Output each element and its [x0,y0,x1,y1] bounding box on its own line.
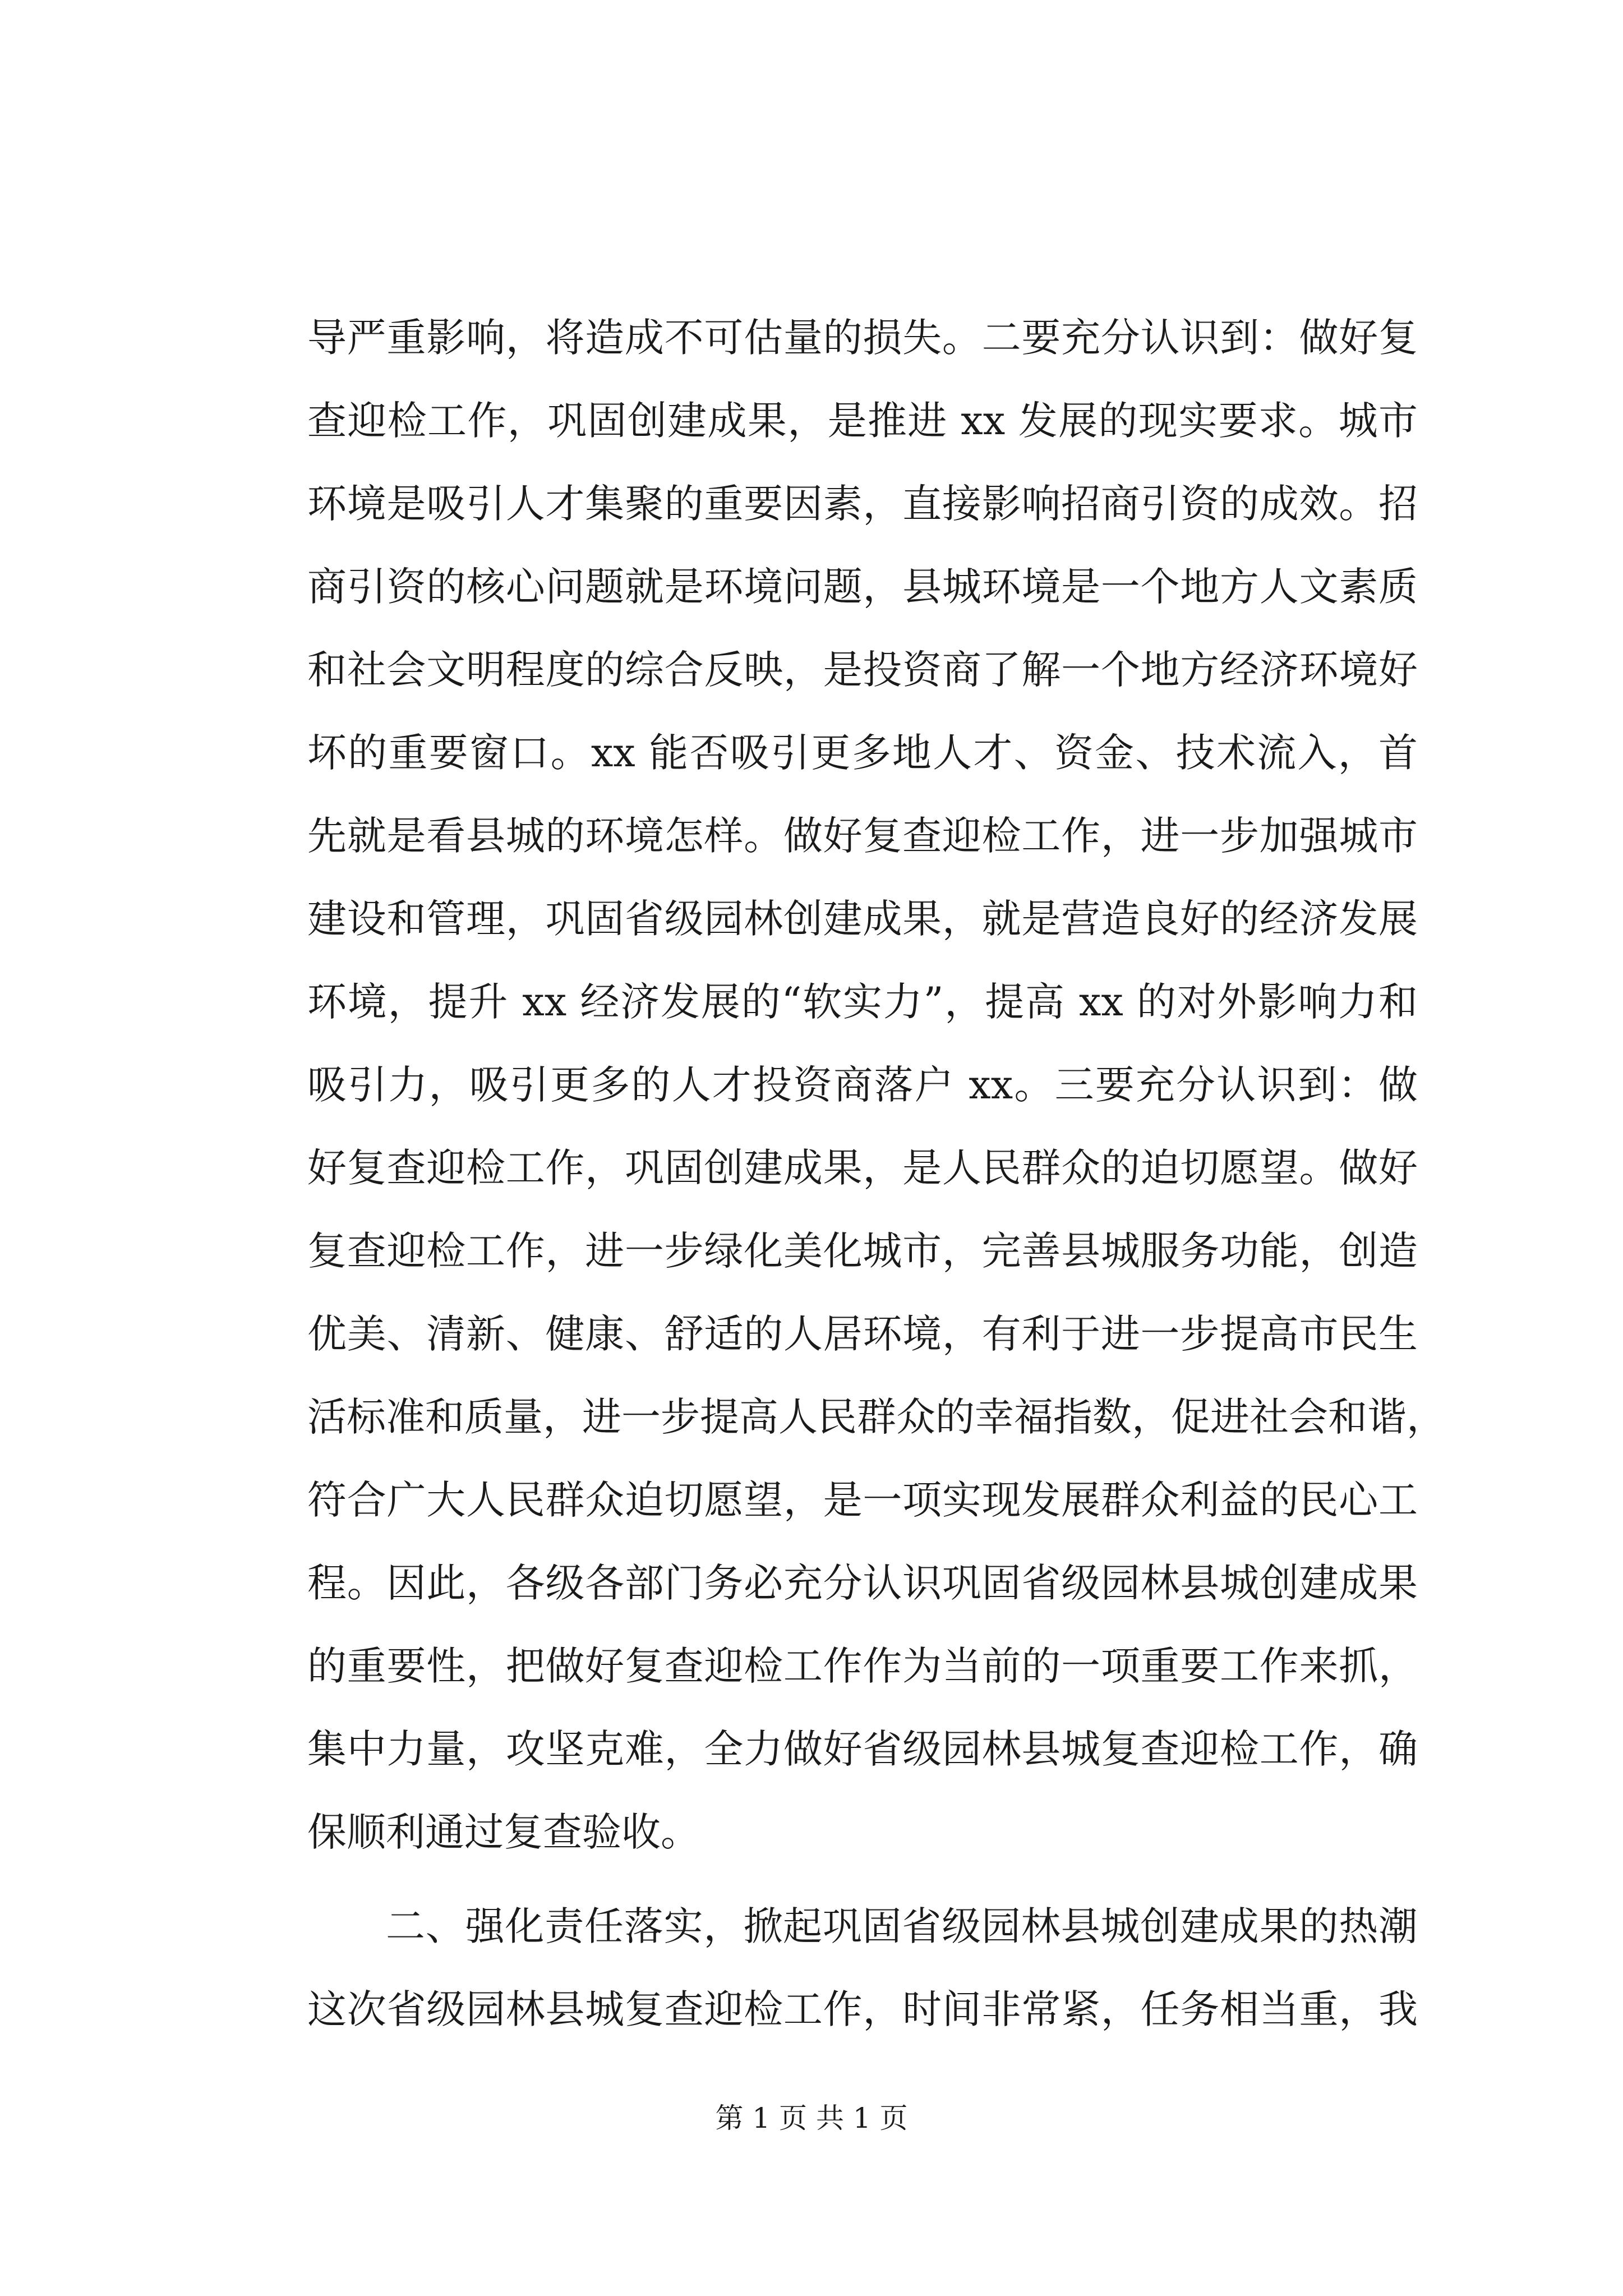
paragraph-line: 这次省级园林县城复查迎检工作，时间非常紧，任务相当重，我 [307,1986,1418,2032]
paragraph-line: 导严重影响，将造成不可估量的损失。二要充分认识到：做好复 [307,315,1418,361]
document-body [307,296,1446,2051]
paragraph-line: 环境，提升 xx 经济发展的“软实力”，提高 xx 的对外影响力和 [307,979,1418,1025]
paragraph-line: 和社会文明程度的综合反映，是投资商了解一个地方经济环境好 [307,647,1418,693]
paragraph-line: 坏的重要窗口。xx 能否吸引更多地人才、资金、技术流入，首 [307,730,1418,776]
paragraph-line: 复查迎检工作，进一步绿化美化城市，完善县城服务功能，创造 [307,1228,1418,1274]
paragraph-line: 环境是吸引人才集聚的重要因素，直接影响招商引资的成效。招 [307,481,1418,527]
paragraph-line: 符合广大人民群众迫切愿望，是一项实现发展群众利益的民心工 [307,1477,1418,1523]
paragraph-line: 吸引力，吸引更多的人才投资商落户 xx。三要充分认识到：做 [307,1062,1418,1108]
paragraph-line: 保顺利通过复查验收。 [307,1809,700,1855]
paragraph-line: 活标准和质量，进一步提高人民群众的幸福指数，促进社会和谐， [307,1394,1446,1440]
paragraph-line: 商引资的核心问题就是环境问题，县城环境是一个地方人文素质 [307,564,1418,610]
paragraph-line: 优美、清新、健康、舒适的人居环境，有利于进一步提高市民生 [307,1311,1418,1357]
paragraph-line: 建设和管理，巩固省级园林创建成果，就是营造良好的经济发展 [307,896,1418,942]
page-number-footer: 第 1 页 共 1 页 [715,2102,908,2134]
paragraph-line: 程。因此，各级各部门务必充分认识巩固省级园林县城创建成果 [307,1560,1418,1606]
section-heading: 二、强化责任落实，掀起巩固省级园林县城创建成果的热潮 [386,1903,1418,1949]
paragraph-line: 的重要性，把做好复查迎检工作作为当前的一项重要工作来抓， [307,1643,1418,1689]
paragraph-line: 好复查迎检工作，巩固创建成果，是人民群众的迫切愿望。做好 [307,1145,1418,1191]
paragraph-line: 集中力量，攻坚克难，全力做好省级园林县城复查迎检工作，确 [307,1726,1418,1772]
paragraph-line: 先就是看县城的环境怎样。做好复查迎检工作，进一步加强城市 [307,813,1418,859]
paragraph-spacer [307,1874,1418,1885]
paragraph-line: 查迎检工作，巩固创建成果，是推进 xx 发展的现实要求。城市 [307,398,1418,444]
